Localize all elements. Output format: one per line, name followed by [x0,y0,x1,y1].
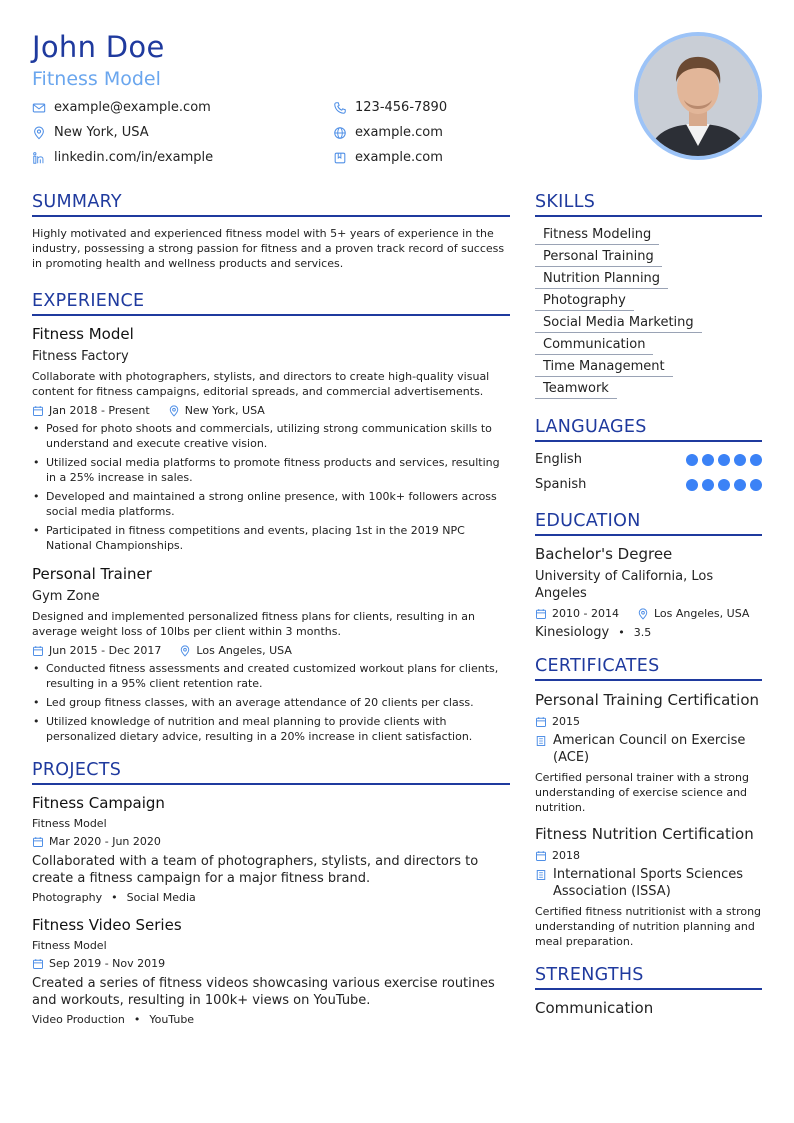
project-dates: Sep 2019 - Nov 2019 [49,957,166,970]
project-item [32,916,510,1026]
job-bullets [32,661,510,744]
location-pin-icon [637,608,649,620]
project-description: Collaborated with a team of photographers, stylists, and directors to create a fitness campaign for a major fitness brand. [32,854,479,886]
calendar-icon [32,645,44,657]
company-name: Fitness Factory [32,349,129,364]
project-tag: Photography [32,891,103,904]
proficiency-dot [750,479,762,491]
bookmark-icon [333,151,347,165]
certificate-description: Certified personal trainer with a strong understanding of exercise science and nutrition. [535,771,749,814]
proficiency-dot [718,479,730,491]
proficiency-dot [686,454,698,466]
proficiency-dot [734,454,746,466]
languages-list [535,447,762,497]
summary-section [32,192,510,271]
contact-location [32,125,149,140]
summary-text: Highly motivated and experienced fitness model with 5+ years of experience in the industry, possessing a strong passion for fitness and a proven track record of success in promoting health and wellness products and services. [32,227,505,270]
summary-heading: SUMMARY [32,192,510,217]
projects-section [32,760,510,1026]
skill-tag: Fitness Modeling [535,225,659,245]
certificate-meta [535,849,762,862]
certificate-description: Certified fitness nutritionist with a strong understanding of nutrition planning and meal preparation. [535,905,762,948]
project-title: Fitness Campaign [32,794,165,812]
project-meta [32,835,510,848]
skill-tag: Nutrition Planning [535,269,668,289]
bullet-item: • Developed and maintained a strong online presence, with 100k+ followers across social media platforms. [32,489,510,519]
calendar-icon [32,836,44,848]
gpa-value: 3.5 [633,626,652,639]
projects-heading: PROJECTS [32,760,510,785]
separator-dot: • [133,1013,141,1026]
linkedin-icon [32,151,46,165]
project-title: Fitness Video Series [32,916,182,934]
strengths-section [535,965,762,1017]
certificate-item [535,824,762,949]
skill-tag: Social Media Marketing [535,313,702,333]
location-pin-icon [179,645,191,657]
proficiency-dot [702,454,714,466]
skill-tag: Teamwork [535,379,617,399]
contact-linkedin[interactable] [32,150,213,165]
field-of-study: Kinesiology [535,625,610,640]
skill-tag: Personal Training [535,247,662,267]
right-column [535,192,762,1017]
skill-tag: Communication [535,335,653,355]
project-meta [32,957,510,970]
job-dates: Jan 2018 - Present [49,404,150,417]
bullet-item: • Utilized knowledge of nutrition and meal planning to provide clients with personalized dietary advice, resulting in a 20% increase in client satisfaction. [32,714,510,744]
degree-title: Bachelor's Degree [535,545,673,563]
languages-section [535,417,762,497]
project-description: Created a series of fitness videos showcasing various exercise routines and workouts, resulting in 100k+ views on YouTube. [32,976,495,1008]
bullet-item: • Posed for photo shoots and commercials, utilizing strong communication skills to understand and execute creative vision. [32,421,510,451]
company-name: Gym Zone [32,589,100,604]
experience-section [32,291,510,744]
project-dates: Mar 2020 - Jun 2020 [49,835,161,848]
certificate-issuer [535,732,762,766]
certificates-section [535,656,762,949]
skill-tag: Time Management [535,357,673,377]
left-column [32,192,510,1026]
institution-icon [535,869,547,881]
location-text: New York, USA [54,125,149,140]
proficiency-dot [686,479,698,491]
certificate-meta [535,715,762,728]
bullet-item: • Led group fitness classes, with an average attendance of 20 clients per class. [32,695,510,710]
bullet-item: • Conducted fitness assessments and created customized workout plans for clients, resulting in a 95% client retention rate. [32,661,510,691]
contact-website[interactable] [333,125,443,140]
calendar-icon [32,958,44,970]
education-heading: EDUCATION [535,511,762,536]
proficiency-dot [734,479,746,491]
job-title: Fitness Model [32,325,134,343]
project-tag: Social Media [126,891,196,904]
skill-tag: Photography [535,291,634,311]
job-description: Designed and implemented personalized fitness plans for clients, resulting in an average weight loss of 10lbs per client within 3 months. [32,610,475,638]
skills-section [535,192,762,399]
experience-item [32,565,510,744]
candidate-role: Fitness Model [32,68,161,90]
candidate-name: John Doe [32,30,165,64]
phone-text: 123-456-7890 [355,100,448,115]
contact-email[interactable] [32,100,211,115]
email-text: example@example.com [54,100,211,115]
proficiency-dots [686,479,762,491]
project-tag: YouTube [149,1013,195,1026]
project-tags [32,891,510,904]
institution-icon [535,735,547,747]
language-row [535,472,762,497]
strength-item: Communication [535,999,654,1017]
education-section [535,511,762,640]
job-location: New York, USA [184,404,265,417]
profile-photo [634,32,762,160]
proficiency-dots [686,454,762,466]
skills-heading: SKILLS [535,192,762,217]
issuer-name: International Sports Sciences Association (ISSA) [553,867,744,899]
job-description: Collaborate with photographers, stylists, and directors to create high-quality visual content for fitness campaigns, editorial spreads, and commercial advertisements. [32,370,490,398]
project-role: Fitness Model [32,817,107,830]
skills-list [535,223,762,399]
experience-item [32,325,510,553]
certificate-item [535,690,762,815]
language-name: Spanish [535,477,587,492]
phone-icon [333,101,347,115]
calendar-icon [535,850,547,862]
languages-heading: LANGUAGES [535,417,762,442]
proficiency-dot [702,479,714,491]
certificate-title: Fitness Nutrition Certification [535,825,754,843]
education-location: Los Angeles, USA [653,607,750,620]
proficiency-dot [718,454,730,466]
certificate-year: 2015 [552,715,580,728]
language-name: English [535,452,582,467]
job-meta [32,404,510,417]
job-title: Personal Trainer [32,565,152,583]
location-pin-icon [168,405,180,417]
strengths-heading: STRENGTHS [535,965,762,990]
proficiency-dot [750,454,762,466]
location-pin-icon [32,126,46,140]
website-text: example.com [355,125,443,140]
certificates-heading: CERTIFICATES [535,656,762,681]
school-name: University of California, Los Angeles [535,569,714,601]
education-dates: 2010 - 2014 [552,607,619,620]
separator-dot: • [111,891,118,904]
linkedin-text: linkedin.com/in/example [54,150,214,165]
certificate-issuer [535,866,762,900]
calendar-icon [535,608,547,620]
bullet-item: • Utilized social media platforms to promote fitness products and services, resulting in a 25% increase in sales. [32,455,510,485]
project-item [32,794,510,904]
project-tags [32,1013,510,1026]
issuer-name: American Council on Exercise (ACE) [553,733,746,765]
calendar-icon [32,405,44,417]
contact-portfolio[interactable] [333,150,443,165]
separator-dot: • [618,626,625,639]
project-tag: Video Production [32,1013,125,1026]
job-meta [32,644,510,657]
email-icon [32,101,46,115]
bullet-item: • Participated in fitness competitions and events, placing 1st in the 2019 NPC National Championships. [32,523,510,553]
globe-icon [333,126,347,140]
portfolio-text: example.com [355,150,443,165]
job-dates: Jun 2015 - Dec 2017 [49,644,162,657]
certificate-title: Personal Training Certification [535,691,760,709]
experience-heading: EXPERIENCE [32,291,510,316]
contact-phone[interactable] [333,100,447,115]
project-role: Fitness Model [32,939,107,952]
certificate-year: 2018 [552,849,580,862]
education-meta [535,607,762,620]
job-location: Los Angeles, USA [196,644,292,657]
job-bullets [32,421,510,553]
education-field [535,625,762,640]
calendar-icon [535,716,547,728]
language-row [535,447,762,472]
